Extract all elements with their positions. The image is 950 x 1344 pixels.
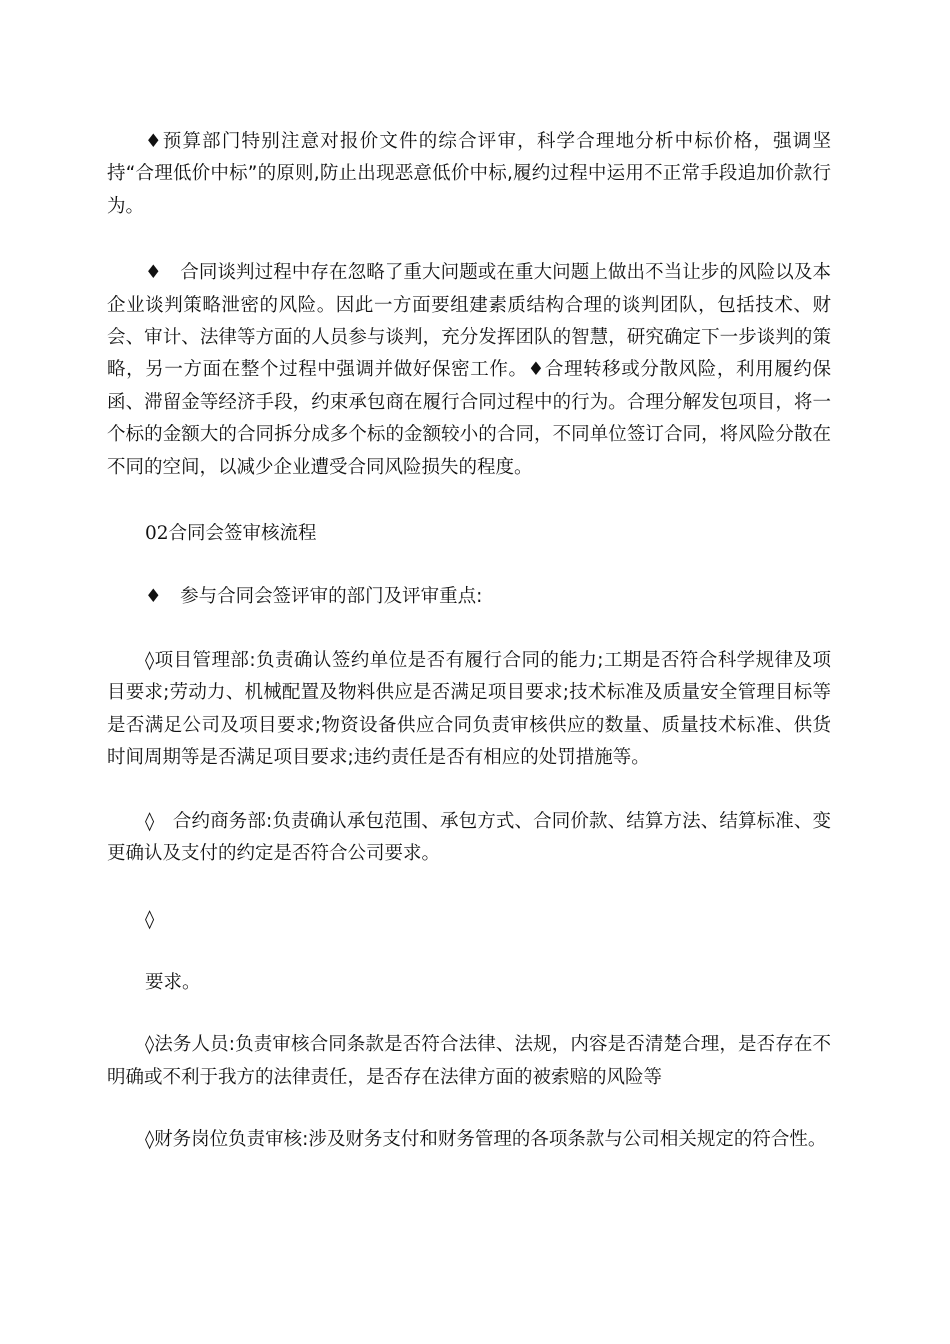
- paragraph-requirement: 要求。: [145, 971, 201, 993]
- paragraph-budget-review: ♦预算部门特别注意对报价文件的综合评审，科学合理地分析中标价格，强调坚持“合理低价中标”的原则,防止出现恶意低价中标,履约过程中运用不正常手段追加价款行为。: [107, 131, 831, 217]
- document-body: [107, 126, 831, 1156]
- paragraph-contract-commerce: ◊ 合约商务部:负责确认承包范围、承包方式、合同价款、结算方法、结算标准、变更确认及支付的约定是否符合公司要求。: [107, 810, 831, 864]
- paragraph-finance-review: ◊财务岗位负责审核:涉及财务支付和财务管理的各项条款与公司相关规定的符合性。: [145, 1128, 827, 1150]
- paragraph-review-departments: ♦ 参与合同会签评审的部门及评审重点:: [145, 586, 483, 608]
- paragraph-legal-staff: ◊法务人员:负责审核合同条款是否符合法律、法规，内容是否清楚合理，是否存在不明确或不利于我方的法律责任，是否存在法律方面的被索赔的风险等: [107, 1034, 831, 1088]
- paragraph-project-management: ◊项目管理部:负责确认签约单位是否有履行合同的能力;工期是否符合科学规律及项目要求;劳动力、机械配置及物料供应是否满足项目要求;技术标准及质量安全管理目标等是否满足公司及项目要求;物资设备供应合同负责审核供应的数量、质量技术标准、供货时间周期等是否满足项目要求;违约责任是否有相应的处罚措施等。: [107, 649, 831, 769]
- paragraph-diamond-marker: ◊: [145, 909, 155, 931]
- section-heading-contract-countersign: 02合同会签审核流程: [145, 523, 317, 545]
- paragraph-negotiation-risk: ♦ 合同谈判过程中存在忽略了重大问题或在重大问题上做出不当让步的风险以及本企业谈判策略泄密的风险。因此一方面要组建素质结构合理的谈判团队，包括技术、财会、审计、法律等方面的人员参与谈判，充分发挥团队的智慧，研究确定下一步谈判的策略，另一方面在整个过程中强调并做好保密工作。♦合理转移或分散风险，利用履约保函、滞留金等经济手段，约束承包商在履行合同过程中的行为。合理分解发包项目，将一个标的金额大的合同拆分成多个标的金额较小的合同，不同单位签订合同，将风险分散在不同的空间，以减少企业遭受合同风险损失的程度。: [107, 262, 831, 478]
